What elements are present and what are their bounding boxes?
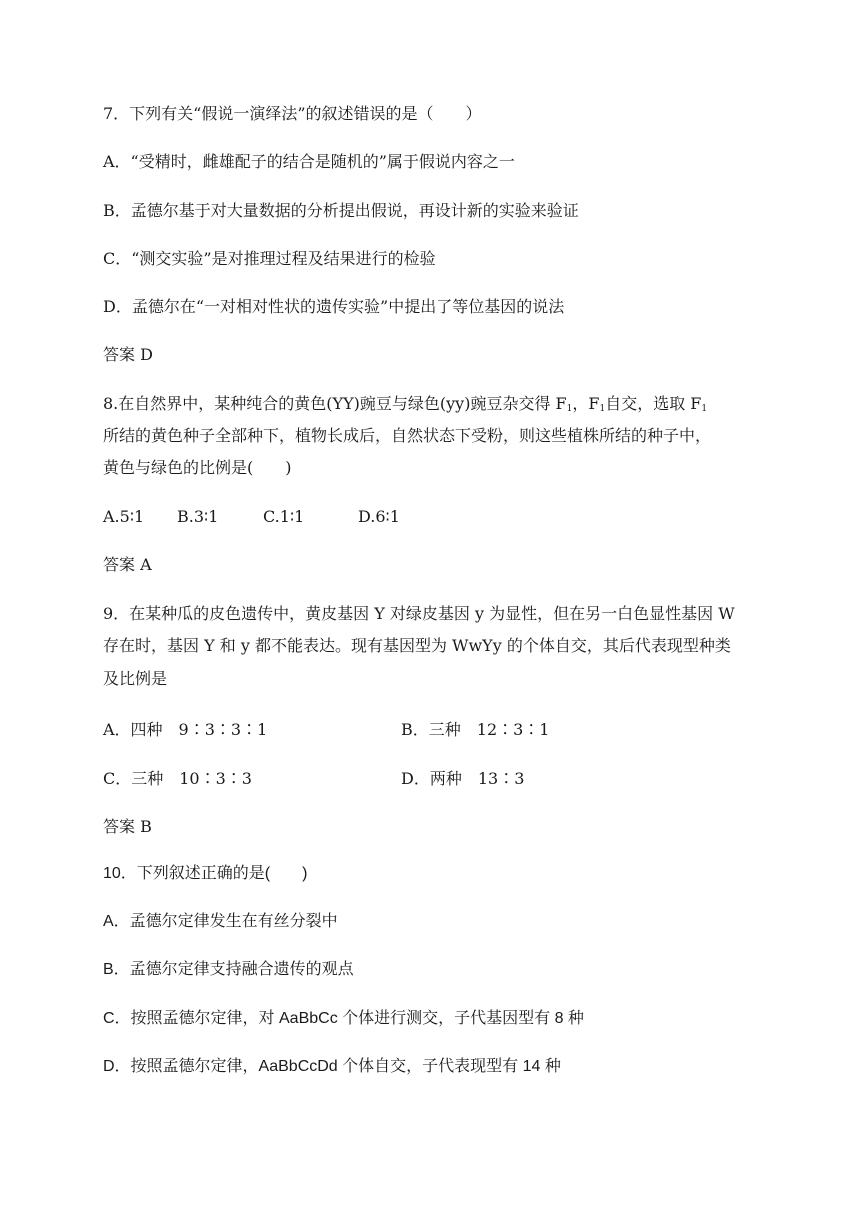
q7-option-d: D．孟德尔在“一对相对性状的遗传实验”中提出了等位基因的说法 [103,297,565,316]
q8-subscript-1: 1 [566,404,573,414]
q8-subscript-3: 1 [701,404,708,414]
q8-option-d: D.6∶1 [358,507,400,526]
q9-option-a: A．四种 9∶3∶3∶1 [103,720,268,739]
q8-option-c: C.1∶1 [263,507,305,526]
q8-stem-line2: 所结的黄色种子全部种下，植物长成后，自然状态下受粉，则这些植株所结的种子中， [103,426,712,445]
q9-stem-line2: 存在时，基因 Y 和 y 都不能表达。现有基因型为 WwYy 的个体自交，其后代表现型种类 [103,636,731,655]
q9-answer: 答案 B [103,817,152,836]
q7-answer: 答案 D [103,345,153,364]
q8-line1-part-b: ，F [572,394,600,413]
q10-option-b: B．孟德尔定律支持融合遗传的观点 [103,961,354,978]
q9-stem-line1: 9．在某种瓜的皮色遗传中，黄皮基因 Y 对绿皮基因 y 为显性，但在另一白色显性基因 W [103,604,735,623]
q8-subscript-2: 1 [599,404,606,414]
q9-option-c: C．三种 10∶3∶3 [103,769,252,788]
q9-options-row2 [103,769,525,789]
q8-answer: 答案 A [103,555,152,574]
q9-options-row1 [103,720,550,740]
q7-option-c: C．“测交实验”是对推理过程及结果进行的检验 [103,249,436,268]
q8-option-a: A.5∶1 [103,507,145,526]
q9-stem-line3: 及比例是 [103,669,168,688]
q8-options [103,507,400,527]
q7-option-a: A．“受精时，雌雄配子的结合是随机的”属于假说内容之一 [103,152,515,171]
q9-option-b: B．三种 12∶3∶1 [401,720,550,739]
q10-option-d: D．按照孟德尔定律，AaBbCcDd 个体自交，子代表现型有 14 种 [103,1058,561,1075]
q7-stem: 7．下列有关“假说一演绎法”的叙述错误的是（ ） [103,104,482,123]
q9-option-d: D．两种 13∶3 [401,769,525,788]
q10-option-a: A．孟德尔定律发生在有丝分裂中 [103,913,338,930]
q8-option-b: B.3∶1 [177,507,219,526]
q8-stem-line1 [103,394,707,419]
q10-option-c: C．按照孟德尔定律，对 AaBbCc 个体进行测交，子代基因型有 8 种 [103,1010,584,1027]
q8-line1-part-c: 自交，选取 F [605,394,702,413]
q7-option-b: B．孟德尔基于对大量数据的分析提出假说，再设计新的实验来验证 [103,201,579,220]
q10-stem: 10．下列叙述正确的是( ) [103,865,308,882]
q8-line1-part-a: 8.在自然界中，某种纯合的黄色(YY)豌豆与绿色(yy)豌豆杂交得 F [103,394,567,413]
q8-stem-line3: 黄色与绿色的比例是( ) [103,458,292,477]
